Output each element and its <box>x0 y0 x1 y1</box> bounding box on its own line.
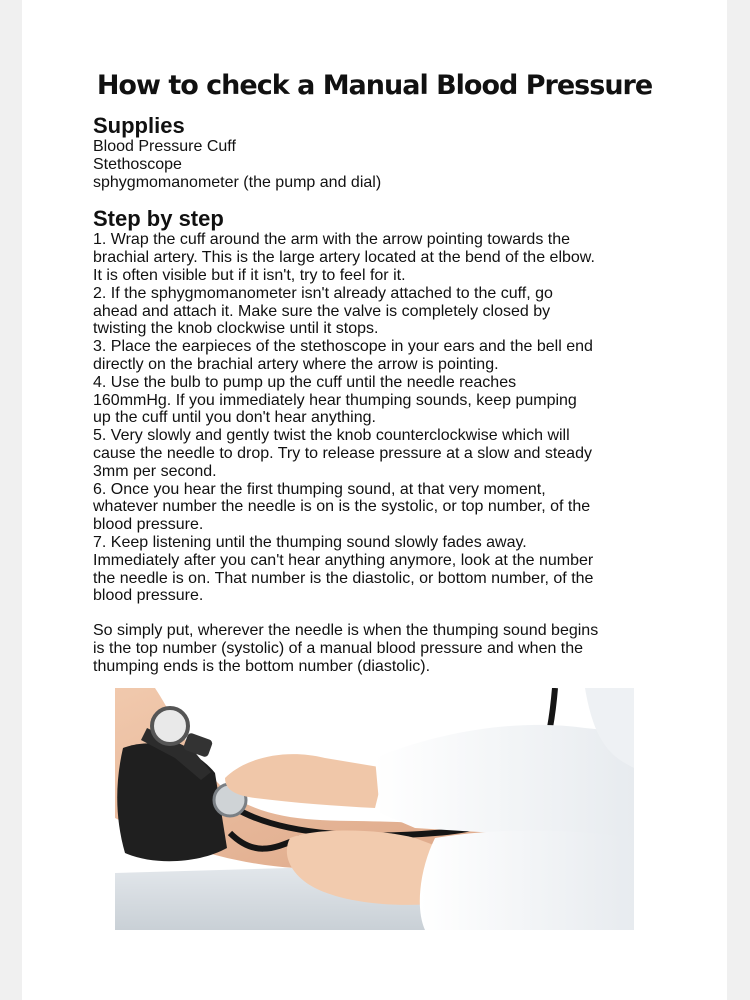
step-line: 3mm per second. <box>93 462 217 480</box>
supplies-item: Blood Pressure Cuff <box>93 138 236 155</box>
step-line: the needle is on. That number is the diastolic, or bottom number, of the <box>93 569 594 587</box>
step-line: 7. Keep listening until the thumping sound slowly fades away. <box>93 533 527 551</box>
supplies-item: sphygmomanometer (the pump and dial) <box>93 173 382 191</box>
blood-pressure-photo <box>115 688 634 930</box>
content <box>93 114 693 676</box>
summary-text <box>93 622 693 675</box>
summary-line: is the top number (systolic) of a manual blood pressure and when the <box>93 639 584 657</box>
step-line: up the cuff until you don't hear anything. <box>93 409 376 427</box>
step-line: cause the needle to drop. Try to release pressure at a slow and steady <box>93 444 592 462</box>
summary-line: thumping ends is the bottom number (diastolic). <box>93 657 431 675</box>
step-line: ahead and attach it. Make sure the valve is completely closed by <box>93 302 551 320</box>
supplies-heading: Supplies <box>93 113 185 138</box>
page-title: How to check a Manual Blood Pressure <box>96 70 653 101</box>
step-line: directly on the brachial artery where the arrow is pointing. <box>93 355 499 373</box>
step-line: whatever number the needle is on is the systolic, or top number, of the <box>93 498 591 516</box>
step-line: 3. Place the earpieces of the stethoscope in your ears and the bell end <box>93 338 593 356</box>
gauge-dial <box>152 708 188 744</box>
step-line: 6. Once you hear the first thumping sound, at that very moment, <box>93 480 546 498</box>
step-line: Immediately after you can't hear anything anymore, look at the number <box>93 551 594 569</box>
step-line: 1. Wrap the cuff around the arm with the arrow pointing towards the <box>93 231 570 249</box>
steps-text <box>93 231 693 605</box>
step-line: blood pressure. <box>93 587 204 605</box>
step-line: brachial artery. This is the large artery located at the bend of the elbow. <box>93 249 595 267</box>
supplies-list <box>93 138 693 191</box>
blood-pressure-illustration <box>115 688 634 930</box>
supplies-item: Stethoscope <box>93 155 182 173</box>
steps-heading: Step by step <box>93 206 224 232</box>
doctor-sleeve-bottom <box>420 831 634 931</box>
step-line: 4. Use the bulb to pump up the cuff until the needle reaches <box>93 373 517 391</box>
step-line: twisting the knob clockwise until it stops. <box>93 320 379 338</box>
summary-line: So simply put, wherever the needle is when the thumping sound begins <box>93 622 599 640</box>
page <box>22 0 727 1000</box>
step-line: 2. If the sphygmomanometer isn't already attached to the cuff, go <box>93 284 553 302</box>
step-line: It is often visible but if it isn't, try to feel for it. <box>93 266 406 284</box>
step-line: blood pressure. <box>93 516 204 534</box>
step-line: 160mmHg. If you immediately hear thumping sounds, keep pumping <box>93 391 577 409</box>
step-line: 5. Very slowly and gently twist the knob counterclockwise which will <box>93 427 570 445</box>
